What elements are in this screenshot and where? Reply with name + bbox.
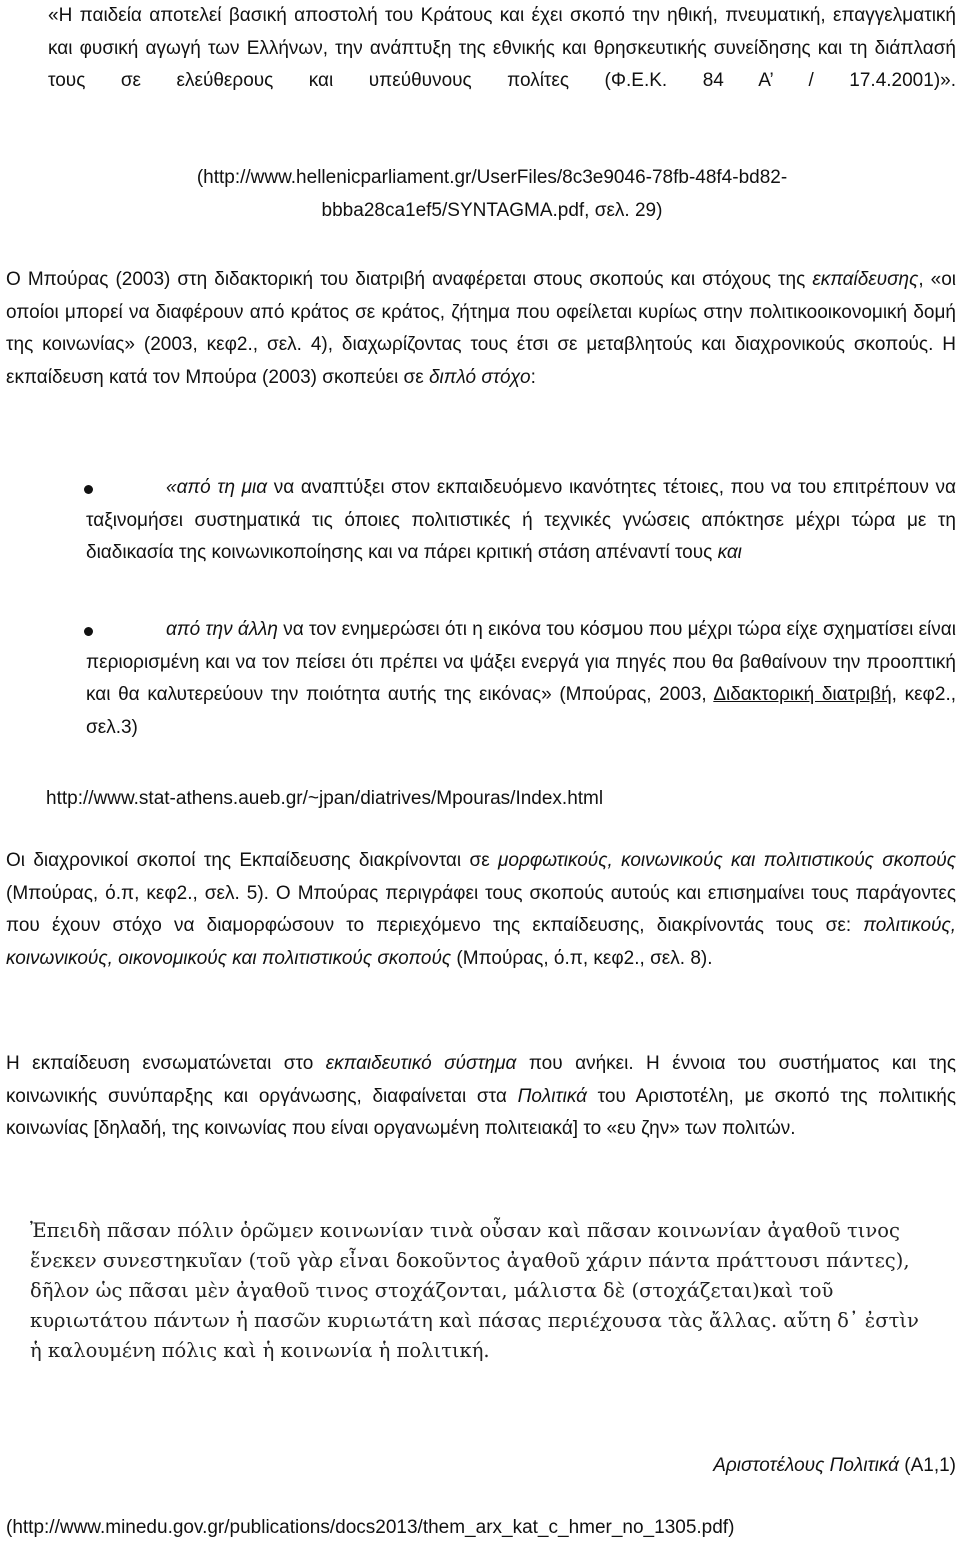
paragraph-diachronic-goals: Οι διαχρονικοί σκοποί της Εκπαίδευσης διακρίνονται σε μορφωτικούς, κοινωνικούς και πολιτιστικούς σκοπούς (Μπούρας, ό.π, κεφ2., σελ. 5). Ο Μπούρας περιγράφει τους σκοπούς αυτούς και επισημαίνει τους παράγοντες που έχουν στόχο να διαμορφώσουν το περιεχόμενο της εκπαίδευσης, διακρίνοντάς τους σε: πολιτικούς, κοινωνικούς, οικονομικούς και πολιτιστικούς σκοπούς (Μπούρας, ό.π, κεφ2., σελ. 8). — [6, 850, 956, 969]
ancient-greek-quote: Ἐπειδὴ πᾶσαν πόλιν ὁρῶμεν κοινωνίαν τινὰ οὖσαν καὶ πᾶσαν κοινωνίαν ἀγαθοῦ τινος ἕνεκεν συνεστηκυῖαν (τοῦ γὰρ εἶναι δοκοῦντος ἀγαθοῦ χάριν πάντα πράττουσι πάντες), δῆλον ὡς πᾶσαι μὲν ἀγαθοῦ τινος στοχάζονται, μάλιστα δὲ (στοχάζεται)καὶ τοῦ κυριωτάτου πάντων ἡ πασῶν κυριωτάτη καὶ πάσας περιέχουσα τὰς ἄλλας. αὕτη δ᾽ ἐστὶν ἡ καλουμένη πόλις καὶ ἡ κοινωνία ἡ πολιτική. — [30, 1219, 919, 1362]
source-link-minedu[interactable]: (http://www.minedu.gov.gr/publications/docs2013/them_arx_kat_c_hmer_no_1305.pdf) — [6, 1517, 735, 1538]
source-link-parliament[interactable]: (http://www.hellenicparliament.gr/UserFiles/8c3e9046-78fb-48f4-bd82- bbba28ca1ef5/SYNTAGMA.pdf, σελ. 29) — [196, 167, 788, 221]
aristotle-citation: Αριστοτέλους Πολιτικά (Α1,1) — [713, 1455, 956, 1476]
constitution-quote: «Η παιδεία αποτελεί βασική αποστολή του Κράτους και έχει σκοπό την ηθική, πνευματική, επαγγελματική και φυσική αγωγή των Ελλήνων, την ανάπτυξη της εθνικής και θρησκευτικής συνείδησης και τη διάπλασή τους σε ελεύθερους και υπεύθυνους πολίτες (Φ.Ε.Κ. 84 Α’ / 17.4.2001)». — [48, 5, 956, 91]
bullet-item-one: «από τη μια να αναπτύξει στον εκπαιδευόμενο ικανότητες τέτοιες, που να του επιτρέπουν να ταξινομήσει συστηματικά τις όποιες πολιτιστικές ή τεχνικές γνώσεις απόκτησε μέχρι τώρα με τη διαδικασία της κοινωνικοποίησης και να πάρει κριτική στάση απέναντί τους και — [86, 477, 956, 563]
paragraph-education-system: Η εκπαίδευση ενσωματώνεται στο εκπαιδευτικό σύστημα που ανήκει. Η έννοια του συστήματος και της κοινωνικής συνύπαρξης και οργάνωσης, διαφαίνεται στα Πολιτικά του Αριστοτέλη, με σκοπό της πολιτικής κοινωνίας [δηλαδή, της κοινωνίας που είναι οργανωμένη πολιτειακά] το «ευ ζην» των πολιτών. — [6, 1053, 956, 1139]
paragraph-mpouras-goals: Ο Μπούρας (2003) στη διδακτορική του διατριβή αναφέρεται στους σκοπούς και στόχους της εκπαίδευσης, «οι οποίοι μπορεί να διαφέρουν από κράτος σε κράτος, ζήτημα που οφείλεται κυρίως στην πολιτικοοικονομική δομή της κοινωνίας» (2003, κεφ2., σελ. 4), διαχωρίζοντας τους έτσι σε μεταβλητούς και διαχρονικούς σκοπούς. Η εκπαίδευση κατά τον Μπούρα (2003) σκοπεύει σε διπλό στόχο: — [6, 269, 956, 388]
source-link-thesis[interactable]: http://www.stat-athens.aueb.gr/~jpan/diatrives/Mpouras/Index.html — [46, 788, 604, 809]
bullet-item-two: από την άλλη να τον ενημερώσει ότι η εικόνα του κόσμου που μέχρι τώρα είχε σχηματίσει είναι περιορισμένη και να τον πείσει ότι πρέπει να ψάξει ενεργά για πηγές που θα βαθαίνουν την προοπτική και θα καλυτερεύουν την ποιότητα αυτής της εικόνας» (Μπούρας, 2003, Διδακτορική διατριβή, κεφ2., σελ.3) — [86, 619, 956, 738]
